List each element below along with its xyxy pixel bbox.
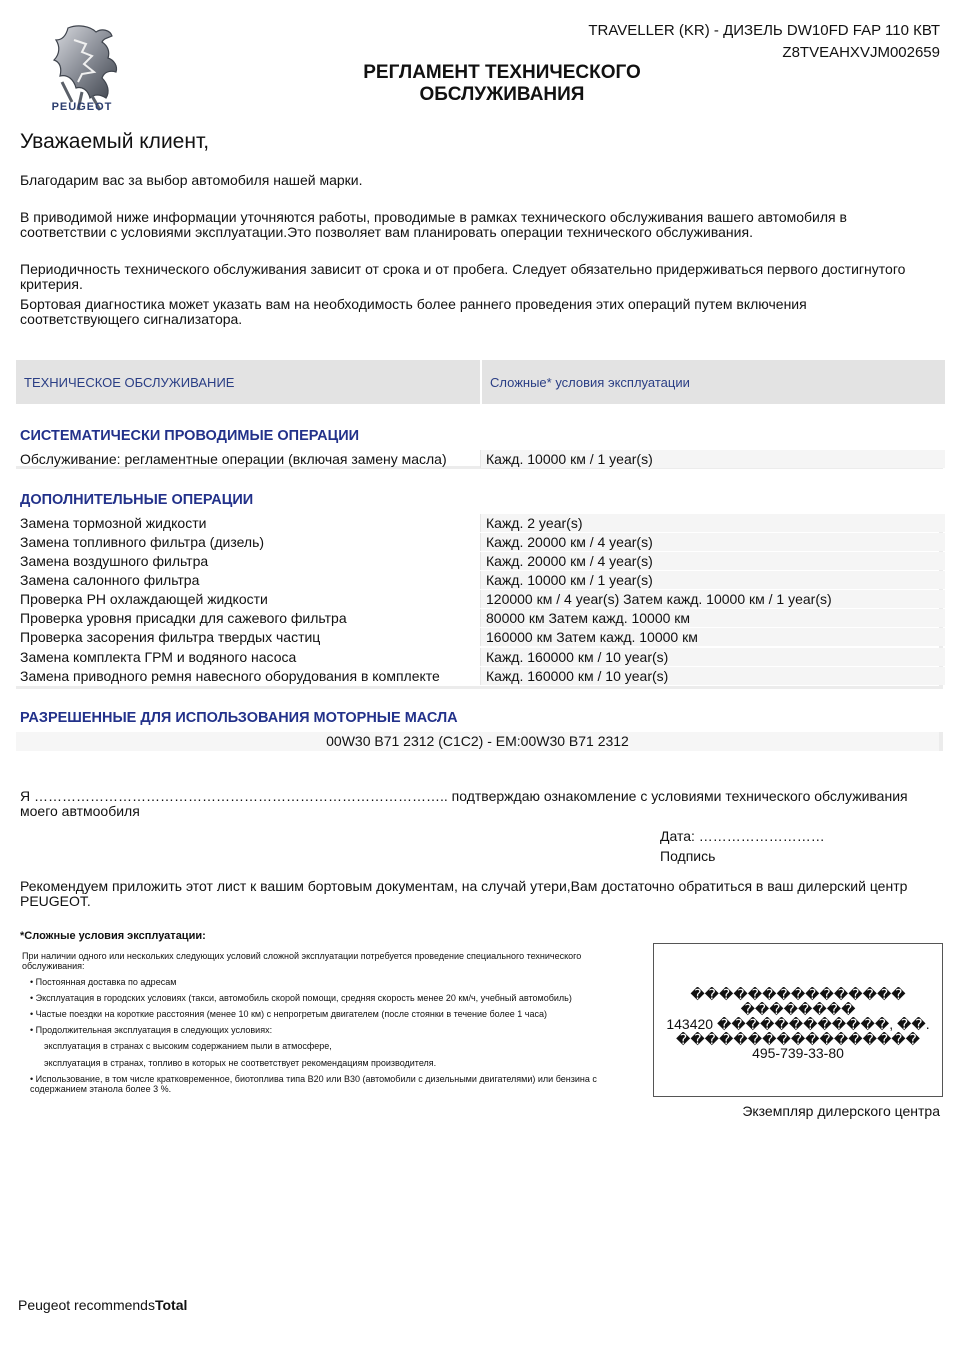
footer-prefix: Peugeot recommends xyxy=(18,1297,155,1313)
date-field: Дата: ……………………… xyxy=(660,828,825,844)
interval-cell: Кажд. 160000 км / 10 year(s) xyxy=(480,648,945,666)
title-line-2: ОБСЛУЖИВАНИЯ xyxy=(419,84,585,105)
dealer-phone: 495-739-33-80 xyxy=(752,1046,844,1061)
operation-cell: Проверка PH охлаждающей жидкости xyxy=(20,591,268,607)
table-row xyxy=(16,571,943,590)
document-title xyxy=(300,62,704,106)
section-title-additional: ДОПОЛНИТЕЛЬНЫЕ ОПЕРАЦИИ xyxy=(20,492,254,508)
operation-cell: Замена топливного фильтра (дизель) xyxy=(20,534,265,550)
intro-paragraph-2: В приводимой ниже информации уточняются работы, проводимые в рамках технического обслуживания вашего автомобиля в соответствии с условиями эксплуатации.Это позволяет вам планировать операции технического обслуживания. xyxy=(20,209,847,240)
dealer-address: 143420 ������������, ��. xyxy=(666,1017,930,1032)
operation-cell: Проверка уровня присадки для сажевого фильтра xyxy=(20,610,347,626)
section-title-oils: РАЗРЕШЕННЫЕ ДЛЯ ИСПОЛЬЗОВАНИЯ МОТОРНЫЕ МАСЛА xyxy=(20,710,458,726)
dealer-line: �������� xyxy=(740,1002,856,1017)
operation-cell: Замена салонного фильтра xyxy=(20,572,200,588)
vehicle-model: TRAVELLER (KR) - ДИЗЕЛЬ DW10FD FAP 110 КВТ xyxy=(588,22,940,39)
footer-brand: Total xyxy=(154,1297,188,1313)
header-hard-conditions: Сложные* условия эксплуатации xyxy=(480,360,945,404)
intro-paragraph-1: Благодарим вас за выбор автомобиля нашей марки. xyxy=(20,172,363,188)
hard-conditions-subitem: эксплуатация в странах с высоким содержанием пыли в атмосфере, xyxy=(44,1041,332,1051)
table-row xyxy=(16,450,943,469)
intro-paragraph-4: Бортовая диагностика может указать вам на необходимость более раннего проведения этих операций путем включения соответствующего сигнализатора. xyxy=(20,296,807,327)
greeting: Уважаемый клиент, xyxy=(20,130,210,153)
section-title-systematic: СИСТЕМАТИЧЕСКИ ПРОВОДИМЫЕ ОПЕРАЦИИ xyxy=(20,428,360,444)
recommendation-text: Рекомендуем приложить этот лист к вашим бортовым документам, на случай утери,Вам достаточно обратиться в ваш дилерский центр PEUGEOT. xyxy=(20,878,908,909)
maintenance-table-header xyxy=(16,360,943,404)
interval-cell: Кажд. 10000 км / 1 year(s) xyxy=(480,450,945,468)
interval-cell: 80000 км Затем кажд. 10000 км xyxy=(480,609,945,627)
interval-cell: 160000 км Затем кажд. 10000 км xyxy=(480,628,945,646)
hard-conditions-item: • Продолжительная эксплуатация в следующих условиях: xyxy=(30,1025,273,1035)
interval-cell: Кажд. 20000 км / 4 year(s) xyxy=(480,552,945,570)
table-row xyxy=(16,628,943,647)
interval-cell: Кажд. 10000 км / 1 year(s) xyxy=(480,571,945,589)
hard-conditions-intro: При наличии одного или нескольких следующих условий сложной эксплуатации потребуется проведение специального технического обслуживания: xyxy=(22,951,582,971)
operation-cell: Обслуживание: регламентные операции (включая замену масла) xyxy=(20,451,447,467)
operation-cell: Замена тормозной жидкости xyxy=(20,515,207,531)
hard-conditions-subitem: эксплуатация в странах, топливо в которых не соответствует рекомендациям производителя. xyxy=(44,1058,437,1068)
footer xyxy=(18,1297,187,1313)
title-line-1: РЕГЛАМЕНТ ТЕХНИЧЕСКОГО xyxy=(363,62,641,83)
table-row xyxy=(16,667,943,686)
operation-cell: Замена воздушного фильтра xyxy=(20,553,209,569)
brand-logo-text: PEUGEOT xyxy=(51,101,113,113)
approved-oil-value: 00W30 B71 2312 (C1C2) - EM:00W30 B71 2312 xyxy=(16,732,943,751)
acknowledgement-text: Я …………………………………………………………………………….. подтверждаю ознакомление с условиями технического обслуживания моего автмообиля xyxy=(20,788,908,819)
hard-conditions-item: • Использование, в том числе кратковременное, биотоплива типа B20 или B30 (автомобили с дизельными двигателями) или бензина с содержанием этанола более 3 %. xyxy=(30,1074,597,1094)
intro-paragraph-3: Периодичность технического обслуживания зависит от срока и от пробега. Следует обязательно придерживаться первого достигнутого критерия. xyxy=(20,261,906,292)
interval-cell: Кажд. 160000 км / 10 year(s) xyxy=(480,667,945,685)
hard-conditions-item: • Частые поездки на короткие расстояния (менее 10 км) с непрогретым двигателем (после стоянки в течение более 1 часа) xyxy=(30,1009,547,1019)
hard-conditions-title: *Сложные условия эксплуатации: xyxy=(20,930,206,942)
operation-cell: Замена приводного ремня навесного оборудования в комплекте xyxy=(20,668,440,684)
table-row xyxy=(16,533,943,552)
table-row xyxy=(16,648,943,667)
dealer-line: ��������������� xyxy=(690,987,906,1002)
dealer-copy-caption: Экземпляр дилерского центра xyxy=(742,1103,940,1119)
dealer-line: ����������������� xyxy=(675,1032,921,1047)
interval-cell: Кажд. 20000 км / 4 year(s) xyxy=(480,533,945,551)
operation-cell: Замена комплекта ГРМ и водяного насоса xyxy=(20,649,297,665)
table-row xyxy=(16,590,943,609)
hard-conditions-item: • Эксплуатация в городских условиях (такси, автомобиль скорой помощи, средняя скорость менее 20 км/ч, учебный автомобиль) xyxy=(30,993,572,1003)
hard-conditions-item: • Постоянная доставка по адресам xyxy=(30,977,177,987)
table-row xyxy=(16,552,943,571)
header-maintenance: ТЕХНИЧЕСКОЕ ОБСЛУЖИВАНИЕ xyxy=(24,375,235,390)
signature-field: Подпись xyxy=(660,848,716,864)
dealer-stamp-box xyxy=(653,943,943,1097)
interval-cell: 120000 км / 4 year(s) Затем кажд. 10000 км / 1 year(s) xyxy=(480,590,945,608)
interval-cell: Кажд. 2 year(s) xyxy=(480,514,945,532)
table-row xyxy=(16,514,943,533)
table-row xyxy=(16,609,943,628)
vehicle-vin: Z8TVEAHXVJM002659 xyxy=(782,44,940,61)
operation-cell: Проверка засорения фильтра твердых частиц xyxy=(20,629,321,645)
